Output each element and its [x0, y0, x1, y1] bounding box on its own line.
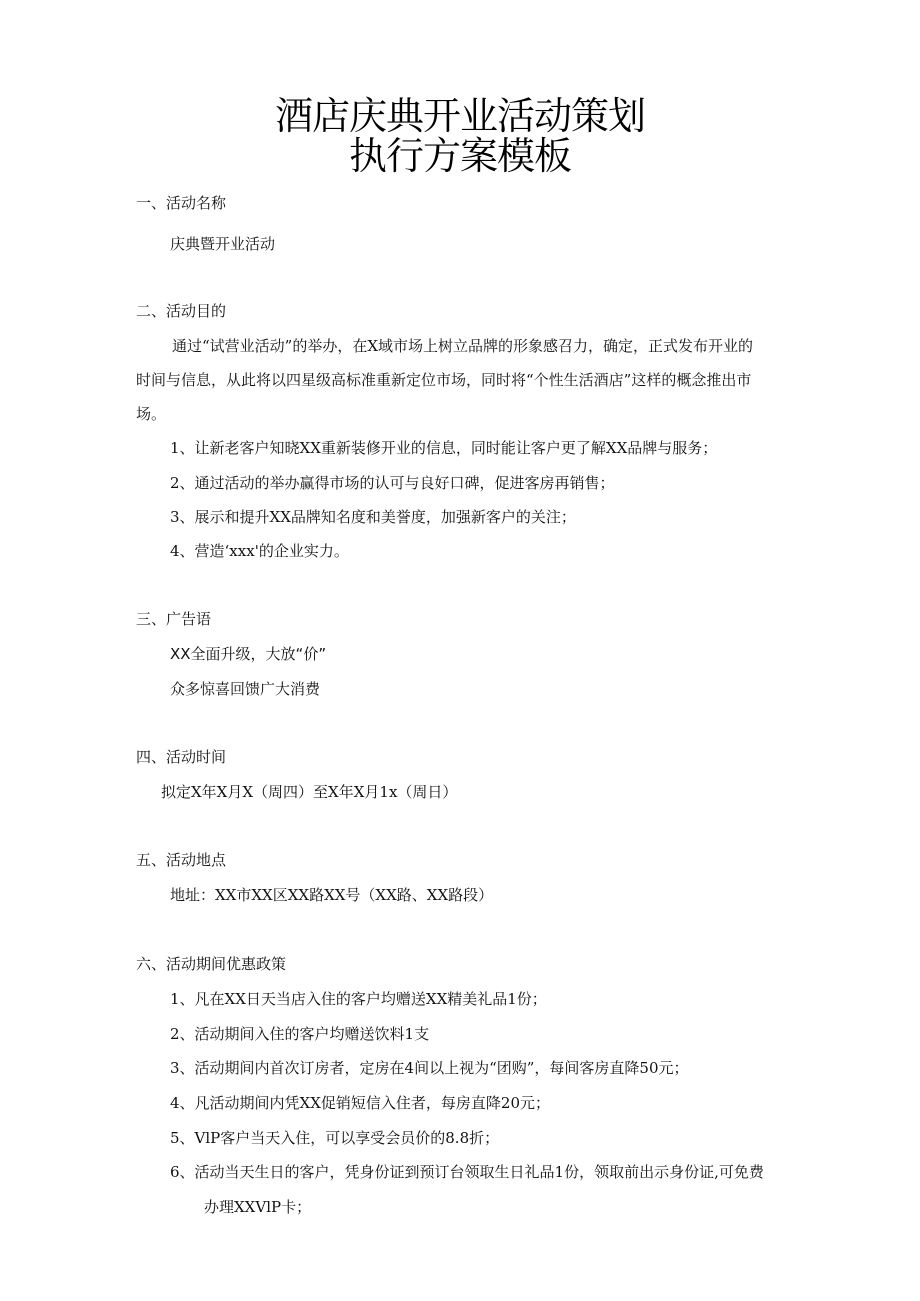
slogan-line2: 众多惊喜回馈广大消费: [170, 680, 321, 698]
offer-item: 1、凡在XX日天当店入住的客户均赠送XX精美礼品1份；: [170, 990, 547, 1008]
purpose-item: 2、通过活动的举办赢得市场的认可与良好口碑，促进客房再销售；: [170, 474, 615, 492]
purpose-item: 1、让新老客户知晓XX重新装修开业的信息，同时能让客户更了解XX品牌与服务；: [170, 439, 718, 457]
section-heading-location: 五、活动地点: [136, 851, 227, 869]
activity-address-text: 地址：XX市XX区XX路XX号（XX路、XX路段）: [170, 886, 494, 904]
purpose-paragraph-line1: 通过“试营业活动”的举办，在X域市场上树立品牌的形象感召力，确定，正式发布开业的: [172, 337, 754, 355]
offer-item: 5、VlP客户当天入住，可以享受会员价的8.8折；: [170, 1129, 500, 1147]
activity-time-text: 拟定X年X月X（周四）至X年X月1x（周日）: [161, 783, 458, 801]
slogan-line1: XX全面升级，大放“价”: [170, 645, 327, 663]
section-heading-purpose: 二、活动目的: [136, 302, 227, 320]
purpose-item: 4、营造‘xxx'的企业实力。: [170, 542, 349, 560]
offer-item: 2、活动期间入住的客户均赠送饮料1支: [170, 1025, 430, 1043]
activity-name-text: 庆典暨开业活动: [170, 235, 276, 253]
purpose-paragraph-line2: 时间与信息，从此将以四星级高标准重新定位市场，同时将“个性生活酒店”这样的概念推出市: [136, 371, 752, 389]
section-heading-offers: 六、活动期间优惠政策: [136, 955, 287, 973]
section-heading-time: 四、活动时间: [136, 748, 227, 766]
offer-item: 3、活动期间内首次订房者，定房在4间以上视为“团购”，每间客房直降50元；: [170, 1059, 689, 1077]
offer-item: 4、凡活动期间内凭XX促销短信入住者，每房直降20元；: [170, 1094, 550, 1112]
purpose-item: 3、展示和提升XX品牌知名度和美誉度，加强新客户的关注；: [170, 508, 576, 526]
purpose-paragraph-line3: 场。: [136, 405, 167, 423]
document-title-line1: 酒店庆典开业活动策划: [274, 94, 645, 138]
section-heading-slogan: 三、广告语: [136, 610, 212, 628]
section-heading-name: 一、活动名称: [136, 194, 227, 212]
offer-item-continuation: 办理XXVlP卡；: [204, 1198, 312, 1216]
offer-item: 6、活动当天生日的客户，凭身份证到预订台领取生日礼品1份，领取前出示身份证,可免费: [170, 1163, 764, 1181]
document-title-line2: 执行方案模板: [348, 134, 571, 178]
